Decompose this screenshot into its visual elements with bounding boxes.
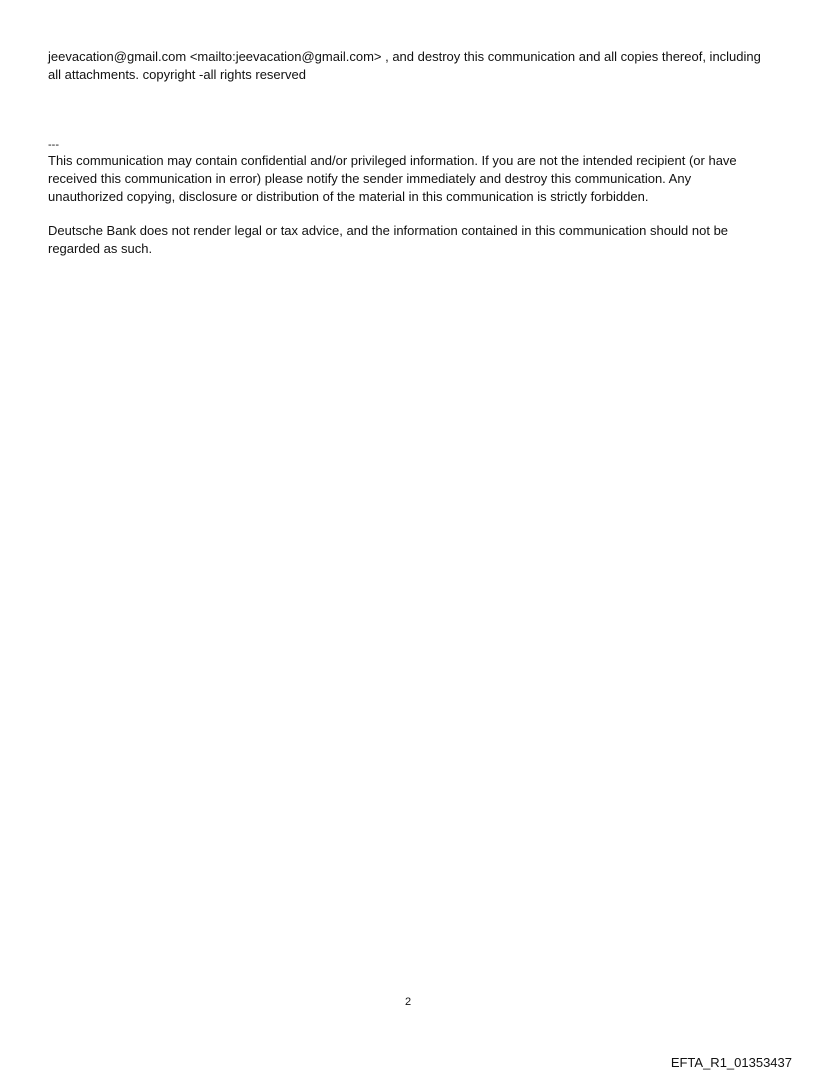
separator-line: ---: [48, 139, 59, 151]
document-id: EFTA_R1_01353437: [670, 1055, 792, 1070]
email-footer-text: jeevacation@gmail.com <mailto:jeevacation@gmail.com> , and destroy this communication and all copies thereof, including all attachments. copyright -all rights reserved: [48, 49, 761, 82]
spacer: [48, 206, 766, 222]
spacer: [48, 84, 766, 138]
tax-disclaimer: Deutsche Bank does not render legal or tax advice, and the information contained in this communication should not be regarded as such.: [48, 223, 729, 256]
document-body: [48, 48, 766, 258]
confidentiality-notice: This communication may contain confidential and/or privileged information. If you are not the intended recipient (or have received this communication in error) please notify the sender immediately and destroy this communication. Any unauthorized copying, disclosure or distribution of the material in this communication is strictly forbidden.: [48, 153, 737, 204]
page-number: 2: [404, 996, 412, 1008]
